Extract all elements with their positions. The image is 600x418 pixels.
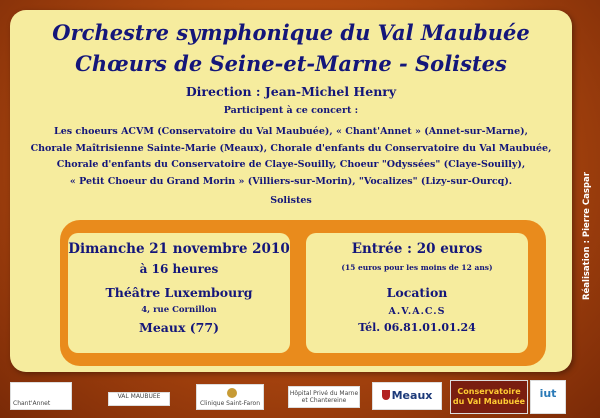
- ticket-seller: A.V.A.C.S: [388, 306, 446, 317]
- chant-annet-label: Chant'Annet: [13, 400, 51, 407]
- ticket-phone: Tél. 06.81.01.01.24: [358, 321, 476, 334]
- hopital-logo: [288, 386, 360, 408]
- event-street: 4, rue Cornillon: [141, 305, 217, 315]
- ticket-reduced-price: (15 euros pour les moins de 12 ans): [341, 263, 493, 272]
- event-details-box: [68, 233, 290, 353]
- choir-line: Chorale Maîtrisienne Sainte-Marie (Meaux), Chorale d'enfants du Conservatoire du Val Maubuée,: [30, 142, 552, 154]
- soloists-text: Solistes: [270, 195, 312, 206]
- meaux-logo: [372, 382, 442, 410]
- participants-heading: Participent à ce concert :: [223, 105, 359, 116]
- ticket-details-box: [306, 233, 528, 353]
- chant-annet-logo: [10, 382, 72, 410]
- choir-line: Chorale d'enfants du Conservatoire de Claye-Souilly, Choeur "Odyssées" (Claye-Souilly),: [56, 159, 526, 170]
- event-time: à 16 heures: [139, 262, 219, 276]
- conservatoire-logo: [450, 380, 528, 414]
- info-band: [60, 220, 546, 366]
- conservatoire-label-line1: Conservatoire: [457, 387, 521, 396]
- clinique-emblem-icon: [227, 388, 237, 398]
- iut-label: iut: [539, 387, 557, 400]
- clinique-label: Clinique Saint-Faron: [199, 400, 261, 407]
- val-maubuee-label: VAL MAUBUÉE: [117, 393, 161, 400]
- poster-card: [10, 10, 572, 372]
- conservatoire-label-line2: du Val Maubuée: [452, 397, 526, 406]
- meaux-label: Meaux: [391, 389, 433, 402]
- sponsor-logos: [10, 380, 590, 414]
- choir-line: « Petit Choeur du Grand Morin » (Villiers-sur-Morin), "Vocalizes" (Lizy-sur-Ourcq).: [69, 175, 513, 187]
- orchestra-title: Orchestre symphonique du Val Maubuée: [52, 20, 530, 45]
- ticket-location-title: Location: [386, 285, 448, 300]
- meaux-shield-icon: [382, 390, 390, 400]
- event-venue: Théâtre Luxembourg: [105, 285, 253, 300]
- choirs-title: Chœurs de Seine-et-Marne - Solistes: [75, 51, 507, 76]
- event-date: Dimanche 21 novembre 2010: [68, 241, 290, 257]
- val-maubuee-logo: [108, 392, 170, 406]
- iut-logo: [530, 380, 566, 414]
- hopital-label: Hôpital Privé du Marne et Chantereine: [289, 390, 359, 404]
- choir-list: [10, 124, 572, 190]
- direction-text: Direction : Jean-Michel Henry: [185, 84, 397, 99]
- design-credit: Réalisation : Pierre Caspar: [582, 172, 592, 300]
- event-city: Meaux (77): [138, 320, 219, 335]
- choir-line: Les choeurs ACVM (Conservatoire du Val Maubuée), « Chant'Annet » (Annet-sur-Marne),: [54, 126, 528, 137]
- ticket-price: Entrée : 20 euros: [351, 241, 483, 257]
- clinique-logo: [196, 384, 264, 410]
